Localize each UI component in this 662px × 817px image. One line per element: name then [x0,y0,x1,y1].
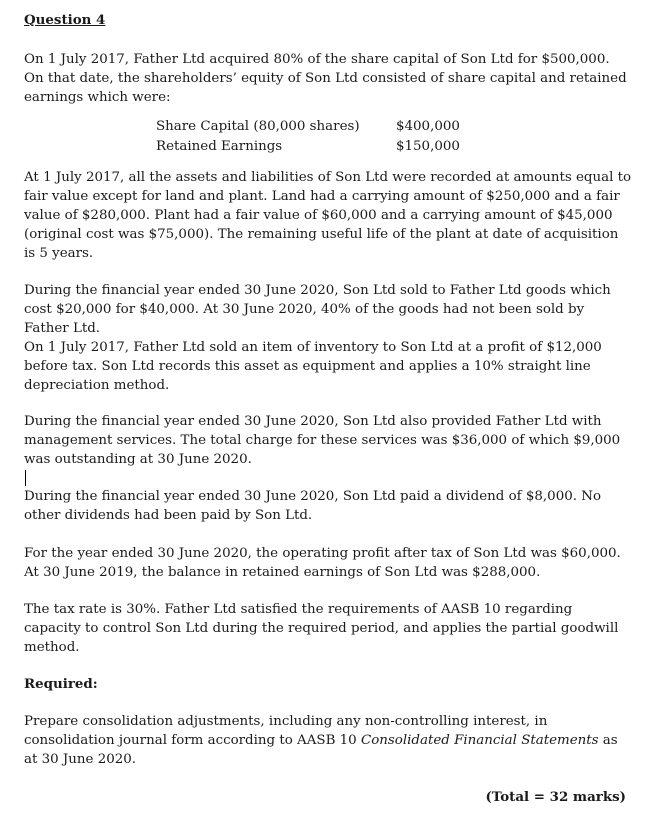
required-heading: Required: [24,676,98,692]
equity-table [156,117,460,157]
profit-paragraph: For the year ended 30 June 2020, the operating profit after tax of Son Ltd was $60,000. At 30 June 2019, the balance in retained earnings of Son Ltd was $288,000. [24,546,621,580]
table-row [156,137,460,157]
required-paragraph [24,712,632,769]
required-text: Prepare consolidation adjustments, including any non-controlling interest, in consolidation journal form according to AASB 10 [24,714,548,748]
required-text-end: as at 30 June 2020. [24,733,618,767]
standard-title: Consolidated Financial Statements [360,733,599,748]
goods-paragraph: During the financial year ended 30 June 2020, Son Ltd sold to Father Ltd goods which cost $20,000 for $40,000. At 30 June 2020, 40% of the goods had not been sold by Father Ltd. [24,283,611,336]
equity-value: $400,000 [396,119,460,134]
question-title: Question 4 [24,12,106,28]
dividend-paragraph: During the financial year ended 30 June 2020, Son Ltd paid a dividend of $8,000. No other dividends had been paid by Son Ltd. [24,489,602,523]
equity-label: Share Capital (80,000 shares) [156,119,360,134]
equity-value: $150,000 [396,139,460,154]
equity-label: Retained Earnings [156,139,283,154]
intro-paragraph: On 1 July 2017, Father Ltd acquired 80% of the share capital of Son Ltd for $500,000. On that date, the shareholders’ equity of Son Ltd consisted of share capital and retained earnings which were: [24,52,627,105]
text-cursor [25,470,26,486]
services-paragraph: During the financial year ended 30 June 2020, Son Ltd also provided Father Ltd with management services. The total charge for these services was $36,000 of which $9,000 was outstanding at 30 June 2020. [24,414,621,467]
inventory-paragraph: On 1 July 2017, Father Ltd sold an item of inventory to Son Ltd at a profit of $12,000 before tax. Son Ltd records this asset as equipment and applies a 10% straight line depreciation method. [24,340,602,393]
tax-paragraph: The tax rate is 30%. Father Ltd satisfied the requirements of AASB 10 regarding capacity to control Son Ltd during the required period, and applies the partial goodwill method. [24,602,619,655]
fair-value-paragraph: At 1 July 2017, all the assets and liabilities of Son Ltd were recorded at amounts equal to fair value except for land and plant. Land had a carrying amount of $250,000 and a fair value of $280,000. Plant had a fair value of $60,000 and a carrying amount of $45,000 (original cost was $75,000). The remaining useful life of the plant at date of acquisition is 5 years. [24,170,632,261]
total-marks: (Total = 32 marks) [485,789,626,805]
table-row [156,117,460,137]
